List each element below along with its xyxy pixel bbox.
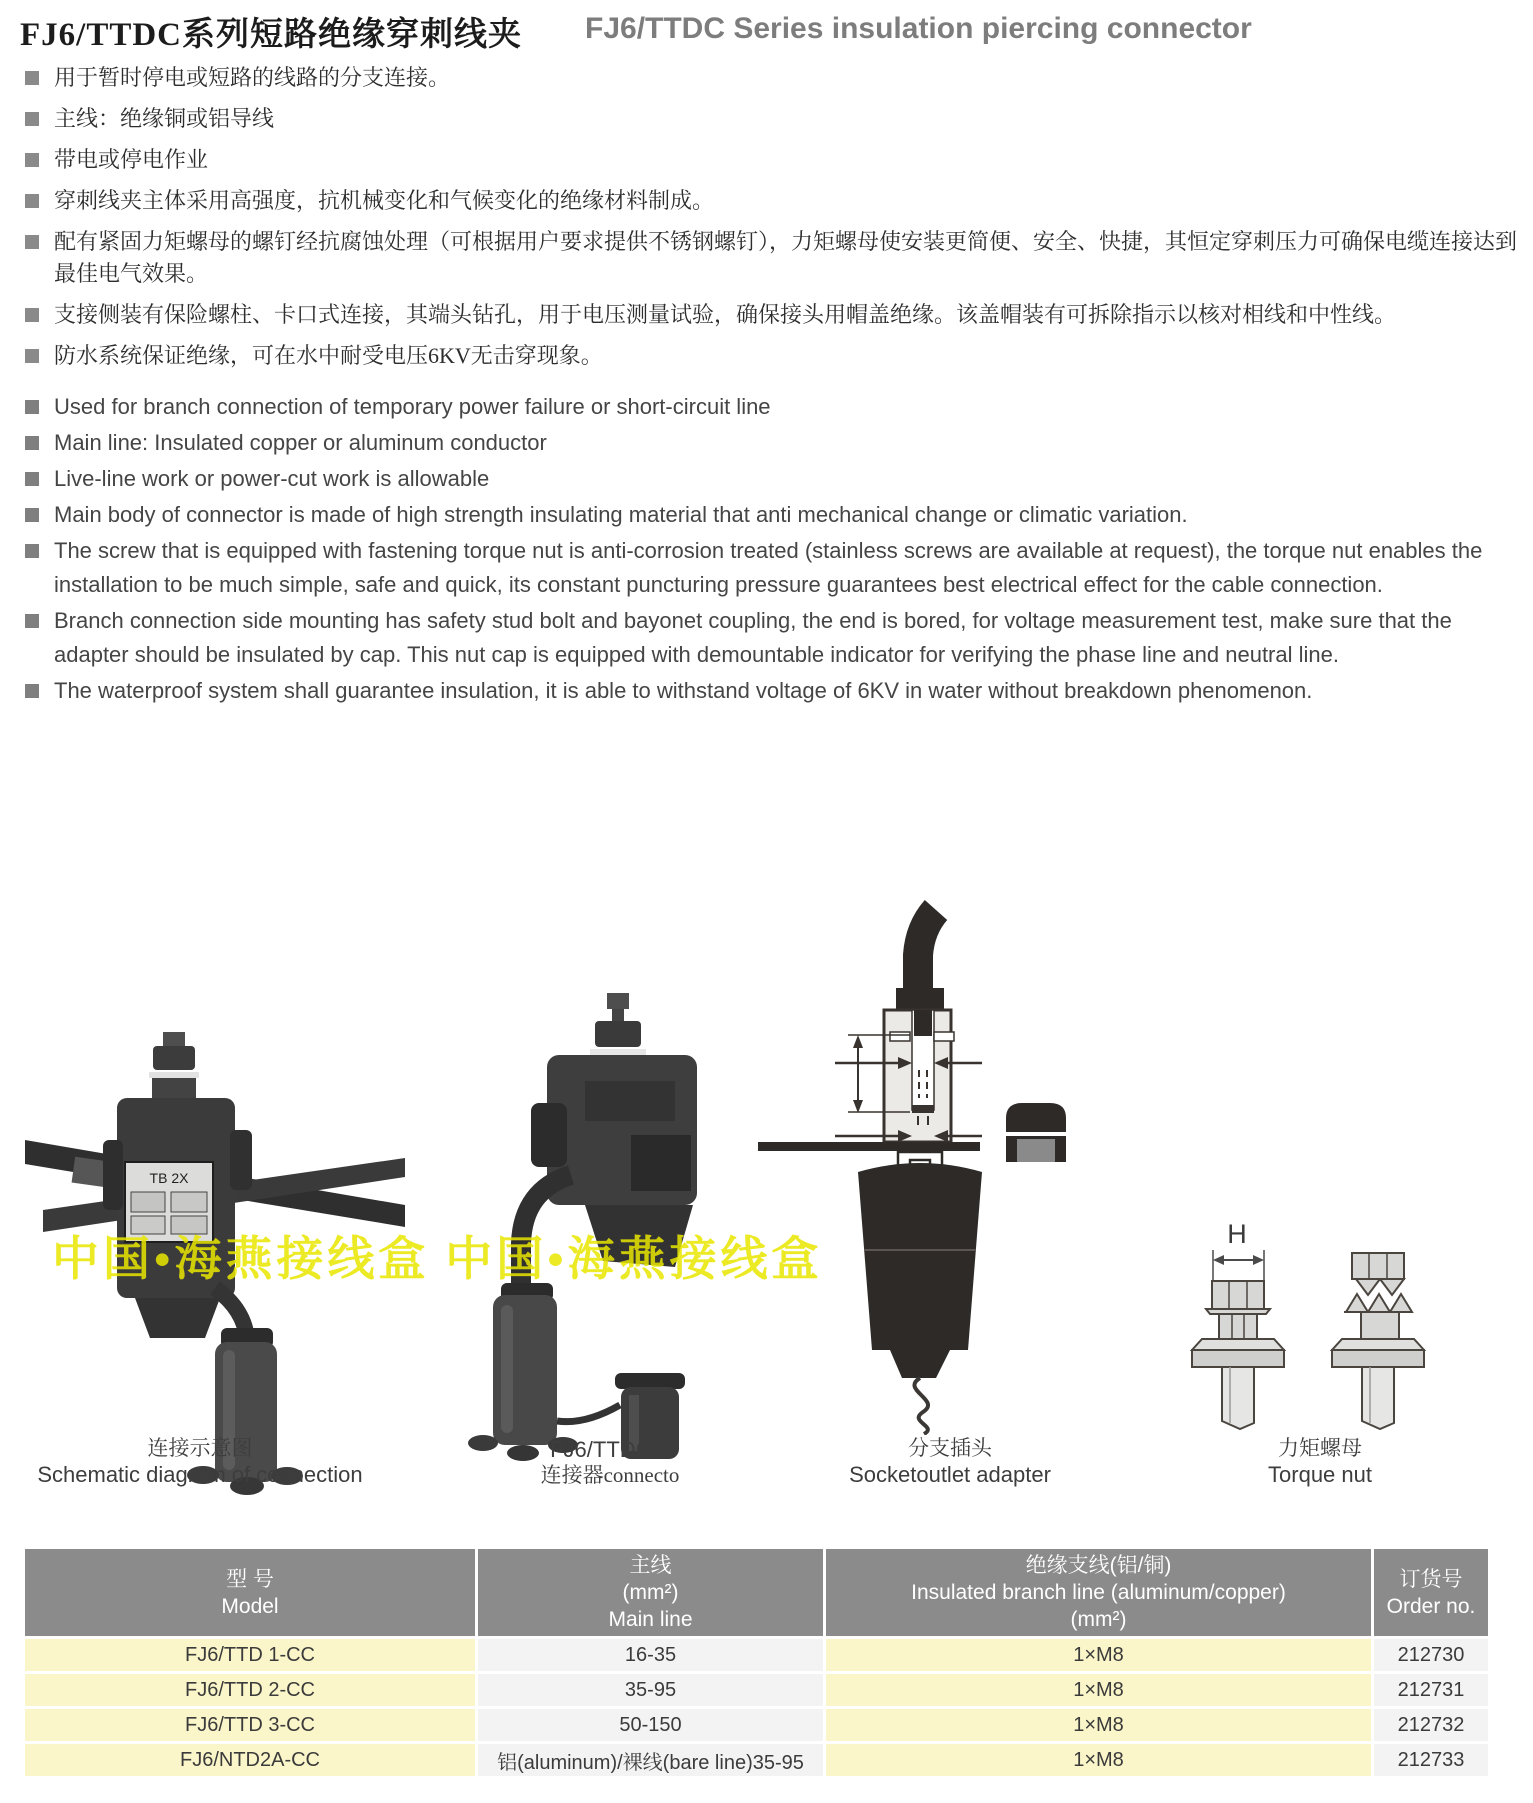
square-bullet-icon <box>25 71 39 85</box>
feature-item-zh <box>25 62 1527 94</box>
feature-text: 主线：绝缘铜或铝导线 <box>54 106 275 131</box>
figure-torque-nut-drawing <box>1140 1215 1470 1443</box>
feature-text: Main body of connector is made of high strength insulating material that anti mechanical change or climatic variation. <box>54 502 1188 527</box>
feature-item-en <box>25 604 1525 672</box>
feature-item-en <box>25 534 1525 602</box>
cell-model: FJ6/TTD 3-CC <box>25 1709 475 1741</box>
feature-list-zh <box>25 62 1527 381</box>
cell-main-line: 35-95 <box>478 1674 823 1706</box>
feature-text: 用于暂时停电或短路的线路的分支连接。 <box>54 65 451 90</box>
cell-order-no: 212732 <box>1374 1709 1488 1741</box>
feature-text: Branch connection side mounting has safety stud bolt and bayonet coupling, the end is bored, for voltage measurement test, make sure that the adapter should be insulated by cap. This nut cap is equipped with demountable indicator for verifying the phase line and neutral line. <box>54 608 1452 667</box>
col-header-order-en: Order no. <box>1386 1594 1476 1618</box>
dimension-label: H <box>1227 1219 1247 1249</box>
caption-zh: 连接示意图 <box>147 1436 253 1460</box>
figure-caption-adapter <box>800 1436 1100 1488</box>
cell-main-line: 50-150 <box>478 1709 823 1741</box>
feature-item-zh <box>25 103 1527 135</box>
base-line <box>758 1142 980 1151</box>
watermark-text: 中国•海燕接线盒 中国•海燕接线盒 <box>52 1234 823 1286</box>
square-bullet-icon <box>25 400 39 414</box>
feature-item-en <box>25 462 1525 496</box>
feature-text: The waterproof system shall guarantee insulation, it is able to withstand voltage of 6KV in water without breakdown phenomenon. <box>54 678 1313 703</box>
cell-branch-line: 1×M8 <box>826 1744 1371 1776</box>
square-bullet-icon <box>25 194 39 208</box>
square-bullet-icon <box>25 508 39 522</box>
caption-en: Torque nut <box>1268 1462 1372 1487</box>
caption-en: Schematic diagram of connection <box>37 1462 363 1487</box>
feature-item-zh <box>25 340 1527 372</box>
col-header-model-zh: 型 号 <box>226 1567 274 1591</box>
table-row <box>25 1709 1488 1741</box>
col-header-branch-zh: 绝缘支线(铝/铜) <box>1025 1554 1172 1577</box>
insulating-cap <box>1006 1103 1066 1162</box>
feature-item-zh <box>25 299 1527 331</box>
feature-item-en <box>25 674 1525 708</box>
feature-text: Used for branch connection of temporary power failure or short-circuit line <box>54 394 771 419</box>
dimension-h <box>1213 1219 1264 1281</box>
torque-bolt <box>590 993 646 1055</box>
table-row <box>25 1744 1488 1776</box>
caption-zh: 分支插头 <box>908 1436 992 1460</box>
square-bullet-icon <box>25 614 39 628</box>
feature-text: 防水系统保证绝缘，可在水中耐受电压6KV无击穿现象。 <box>54 343 603 368</box>
cell-order-no: 212733 <box>1374 1744 1488 1776</box>
feature-text: Live-line work or power-cut work is allowable <box>54 466 490 491</box>
cell-order-no: 212731 <box>1374 1674 1488 1706</box>
cell-model: FJ6/TTD 2-CC <box>25 1674 475 1706</box>
figure-caption-connection <box>28 1436 372 1488</box>
square-bullet-icon <box>25 308 39 322</box>
square-bullet-icon <box>25 472 39 486</box>
col-header-mainline-zh: 主线 <box>629 1554 672 1577</box>
col-header-order-zh: 订货号 <box>1399 1567 1463 1591</box>
feature-item-zh <box>25 185 1527 217</box>
feature-item-en <box>25 390 1525 424</box>
cell-main-line: 铝(aluminum)/裸线(bare line)35-95 <box>478 1744 823 1776</box>
feature-item-en <box>25 426 1525 460</box>
table-row <box>25 1674 1488 1706</box>
col-header-branch-en: Insulated branch line (aluminum/copper) <box>911 1581 1286 1604</box>
cell-model: FJ6/NTD2A-CC <box>25 1744 475 1776</box>
cell-branch-line: 1×M8 <box>826 1639 1371 1671</box>
page-title-zh: FJ6/TTDC系列短路绝缘穿刺线夹 <box>20 17 523 53</box>
col-header-mainline-en: Main line <box>608 1608 693 1631</box>
spec-table <box>25 1549 1488 1776</box>
figure-caption-torque-nut <box>1170 1436 1470 1488</box>
feature-item-zh <box>25 226 1527 290</box>
col-header-branch-unit: (mm²) <box>1070 1608 1127 1631</box>
col-header-order <box>1374 1549 1488 1636</box>
cell-main-line: 16-35 <box>478 1639 823 1671</box>
col-header-mainline-unit: (mm²) <box>622 1581 679 1604</box>
cell-branch-line: 1×M8 <box>826 1709 1371 1741</box>
table-row <box>25 1639 1488 1671</box>
square-bullet-icon <box>25 436 39 450</box>
feature-list-en <box>25 390 1525 710</box>
col-header-model <box>25 1549 475 1636</box>
figure-adapter-drawing <box>740 820 1090 1435</box>
caption-line1: FJ6/TTDC... <box>550 1437 670 1462</box>
page-title-en: FJ6/TTDC Series insulation piercing connector <box>585 12 1252 45</box>
caption-zh: 力矩螺母 <box>1278 1436 1362 1460</box>
square-bullet-icon <box>25 349 39 363</box>
feature-text: 支接侧装有保险螺柱、卡口式连接，其端头钻孔，用于电压测量试验，确保接头用帽盖绝缘。该盖帽装有可拆除指示以核对相线和中性线。 <box>54 302 1397 327</box>
col-header-mainline <box>478 1549 823 1636</box>
col-header-branch <box>826 1549 1371 1636</box>
caption-line2: 连接器connecto <box>540 1463 680 1487</box>
caption-en: Socketoutlet adapter <box>849 1462 1051 1487</box>
torque-nut-sheared <box>1332 1253 1424 1429</box>
label-plate-text: TB 2X <box>149 1170 189 1186</box>
torque-nut-intact <box>1192 1281 1284 1429</box>
feature-text: 配有紧固力矩螺母的螺钉经抗腐蚀处理（可根据用户要求提供不锈钢螺钉），力矩螺母使安装更简便、安全、快捷，其恒定穿刺压力可确保电缆连接达到最佳电气效果。 <box>54 229 1518 286</box>
feature-text: The screw that is equipped with fastening torque nut is anti-corrosion treated (stainless screws are available at request), the torque nut enables the installation to be much simple, safe and quick, its constant puncturing pressure guarantees best electrical effect for the cable connection. <box>54 538 1483 597</box>
spec-table-header <box>25 1549 1488 1636</box>
figure-caption-connector <box>460 1436 760 1488</box>
feature-text: 带电或停电作业 <box>54 147 209 172</box>
adapter-plug <box>858 1163 982 1434</box>
cell-model: FJ6/TTD 1-CC <box>25 1639 475 1671</box>
square-bullet-icon <box>25 684 39 698</box>
cell-branch-line: 1×M8 <box>826 1674 1371 1706</box>
square-bullet-icon <box>25 112 39 126</box>
square-bullet-icon <box>25 153 39 167</box>
feature-item-zh <box>25 144 1527 176</box>
square-bullet-icon <box>25 235 39 249</box>
feature-item-en <box>25 498 1525 532</box>
square-bullet-icon <box>25 544 39 558</box>
torque-bolt <box>149 1032 199 1100</box>
adapter-housing <box>884 1010 954 1142</box>
feature-text: 穿刺线夹主体采用高强度，抗机械变化和气候变化的绝缘材料制成。 <box>54 188 715 213</box>
feature-text: Main line: Insulated copper or aluminum conductor <box>54 430 547 455</box>
cell-order-no: 212730 <box>1374 1639 1488 1671</box>
incoming-cable <box>896 910 944 1010</box>
col-header-model-en: Model <box>221 1594 279 1618</box>
